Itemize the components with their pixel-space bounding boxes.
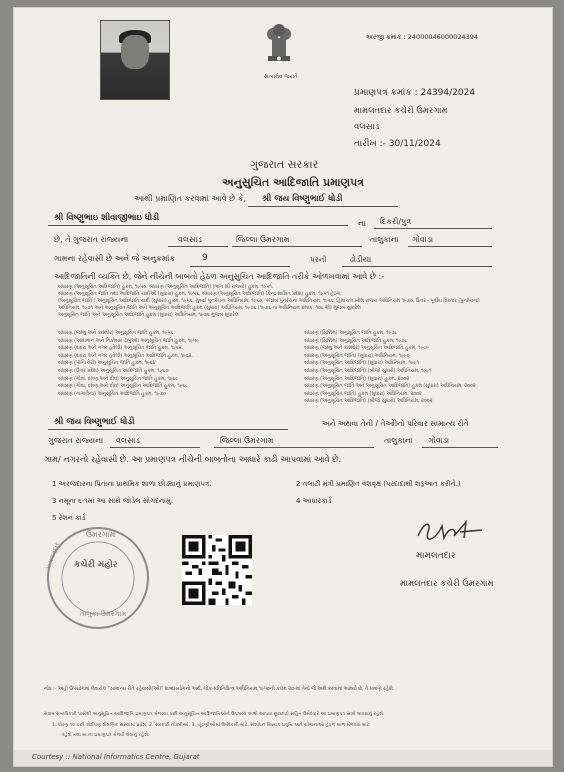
basis-item: 2 તલાટી મંત્રી પ્રમાણિત વંશવૃક્ષ (પરદાદાથી શરૂઆત કરીને.) [296,480,461,488]
taluka: ગોવાડા [412,235,434,244]
act-item: બંધારણ (અનુસૂચિત આદિજાતિ) (બીજો સુધારો) અધિનિયમ, ૧૯૯૧ [304,368,432,374]
serial-number: 9 [202,253,208,263]
state-district: જિલ્લા ઉમરગામ [220,436,274,445]
applicant-name: શ્રી જય વિષ્ણુભાઈ ધોડી [262,194,343,204]
name-underline [248,205,398,207]
act-item: બંધારણ (અનુસૂચિત આદિજાતિ) (બીજો સુધારો) અધિનિયમ, ૨૦૦૨ [304,399,433,405]
father-name: શ્રી વિષ્ણુભાઇ શીવાજીભાઇ ધોડી [54,213,160,223]
act-item: બંધારણ (દાદરા અને નગર હવેલી) અનુસૂચિત જાતિ હુકમ, ૧૯૬૨. [58,346,184,352]
act-item: બંધારણ (ગોવા, દમણ અને દીવ) અનુસૂચિત જાતિ હુકમ, ૧૯૬૮ [58,376,178,382]
seal-top-text: ઉમરગામ [86,530,116,539]
act-item: બંધારણ (અનુસૂચિત જાતિ તથા આદિજાતિ યાદીઓ (સુધારા) હુકમ, ૧૯૫૬, બંધારણ (અનુસૂચિત આદિજાતિ) (કેન્દ્ર શાસિત પ્રદેશ) હુકમ, ૧૯૫૧ હેઠળ. [58,292,342,297]
act-item: બંધારણ (ગોવા, દમણ અને દીવ) અનુસૂચિત આદિજાતિ હુકમ, ૧૯૬૮ [58,384,188,390]
act-item: બંધારણ (નાગાલેન્ડ) અનુસૂચિત આદિજાતિ હુકમ, ૧૯૭૦ [58,391,166,397]
signatory-title: મામલતદાર [416,551,456,561]
act-item: બંધારણ (અનુસૂચિત આદિજાતિ) (સુધારા) હુકમ, ૨૦૦૨ [304,376,410,382]
basis-item: 1 અરજદારના પિતાના પ્રાથમિક શાળા છોડ્યાનું પ્રમાણપત્ર. [52,480,212,488]
act-item: બંધારણ (જમ્મુ અને કાશ્મીર) અનુસૂચિત આદિજાતિ હુકમ, ૧૯૮૯ [304,346,429,352]
district-underline [232,245,362,247]
state-village-underline [110,446,200,448]
act-item: બંધારણ (અનુસૂચિત જાતિ) (સુધારા) અધિનિયમ, ૧૯૯૦ [304,353,410,359]
government-title: ગુજરાત સરકાર [250,158,319,171]
acts-top-list [58,284,528,319]
district-label: જિલ્લા ઉમરગામ [236,235,290,244]
na-label: ના [358,219,366,228]
relation-underline [374,227,492,229]
signature-mark [414,516,488,546]
tribe-notified-text: આદિજાતિની વ્યક્તિ છે, જેને નીચેની બાબતો હેઠળ અનુસુચિત આદિજાતિ તરીકે ઓળખવામાં આવે છે :- [54,272,385,281]
seal-bottom-text: તાલુકા ઉમરગામ [80,610,127,618]
act-item: બંધારણ (પૉન્ડિચેરી) અનુસૂચિત જાતિ હુકમ, ૧૯૬૪ [58,361,156,367]
state-district-underline [214,446,374,448]
seal-left-text: મામલતદાર [44,541,62,571]
serial-text: ગામના રહેવાસી છે અને જે અનુક્રમાંક [54,254,176,263]
emblem-caption: સત્યમેવ જયતે [264,74,298,80]
note-1: નોંધ :- અહીં ઉપયોગમાં લેવાયેલ "સામાન્ય રીતે રહેવાસી(ઓ)" શબ્દપ્રયોગનો અર્થ, લોક-પ્રતિનિધિત્વ અધિનિયમ,૧૯૫૦ની કલમ ૨૦-માં તેનો જે અર્થ કરવામાં આવ્યો છે, તે પ્રમાણે રહેશે. [44,687,395,692]
basis-item: 3 નમૂના ૬-૧માં આ સાથે જોડેલ સોગંદનામું. [52,497,174,505]
certificate-title: અનુસુચિત આદિજાતિ પ્રમાણપત્ર [222,176,365,189]
state-village: વલસાડ [116,436,140,445]
acts-right-list [304,330,504,406]
certificate-number: પ્રમાણપત્ર ક્રમાંક : 24394/2024 [354,88,476,98]
state-taluka-underline [422,446,498,448]
issuing-office: મામલતદાર કચેરી ઉમરગામ [354,106,448,116]
tribe-label: પરની [310,255,327,264]
holder-underline [48,428,288,430]
taluka-label: તાલુકાના [370,235,399,244]
village-underline [168,245,228,247]
signatory-office: મામલતદાર કચેરી ઉમરગામ [400,579,494,589]
act-item: બંધારણ (આંદામાન અને નિકોબાર ટાપુઓ) અનુસૂચિત જાતિ હુકમ, ૧૯૫૯ [58,338,199,344]
note-3: 1. ધોરણ ૧૦ પછી કોઈપણ શૈક્ષણિક સંસ્થામાં પ્રવેશ, 2. સરકારી નોકરીઓ, 3. ચૂંટણીઓમાં ઉમેદવારી માટે, સંશોધન વિષયક પ્રવૃત્તિ અને યોજનાઓ હેઠળ લાભ મેળવવા માટે [52,723,370,728]
state-text: છે, તે ગુજરાત રાજ્યના [54,235,129,244]
holder-name: શ્રી જય વિષ્ણુભાઈ ધોડી [54,417,135,427]
act-item: બંધારણ (અનુસૂચિત આદિજાતિ) (સુધારા) અધિનિયમ, ૧૯૯૧ [304,361,419,367]
act-item: (અનુસૂચિત જાતિ / અનુસૂચિત આદિજાતિ યાદી (સુધારા) હુકમ, ૧૯૫૬, મુંબઈ પુનર્રચના અધિનિયમ, ૧૯૬૦, પંજાબ પુનર્રચના અધિનિયમ, ૧૯૬૬, હિમાચલ પ્રદેશ રાજ્ય અધિનિયમ ૧૯૭૦, ઉત્તર - પૂર્વીય વિસ્તાર (પુનર્રચના) [58,299,480,304]
basis-item: 5 રેશન કાર્ડ [52,514,86,522]
certify-text: આથી પ્રમાણિત કરવામાં આવે છે કે, [134,194,247,203]
acts-left-list [58,330,278,398]
relation: દિકરી/પુત્ર [380,217,412,226]
father-underline [48,224,348,226]
act-item: બંધારણ (અનુસૂચિત આદિજાતિ) હુકમ, ૧૯૫૦. બંધારણ (અનુસૂચિત આદિજાતિ) (ભાગ સી રાજ્યો) હુકમ, ૧૯૫૧. [58,285,274,290]
state-text-2: ગુજરાત રાજ્યના [48,436,104,445]
certificate-sheet [14,8,552,766]
note-2: સક્ષમ સત્તાધિકારી પાસેથી અનુસૂચિત આદિજાતિ પ્રમાણપત્ર મેળવ્યા પછી અનુસૂચિત આદિજાતિઓને ઉપલબ્ધ લાભો આપવા છૂટછાટો સહિત ઉમેદવારે આ પ્રમાણપત્ર સાથે લાવવાનું રહેશે. [44,712,385,717]
issuing-district: વલસાડ [354,122,380,132]
act-item: બંધારણ (અનુસૂચિત જાતિ) હુકમ (સુધારા) અધિનિયમ, ૨૦૦૨ [304,391,422,397]
act-item: બંધારણ (જમ્મુ અને કાશ્મીર) અનુસૂચિત જાતિ હુકમ, ૧૯૫૬. [58,331,175,336]
act-item: અધિનિયમ, ૧૯૭૧ અને અનુસૂચિત જાતિ અને અનુસૂચિત આદિજાતિ હુકમ (સુધારા) અધિનિયમ, ૧૯૭૬ (૧૯૭૬ ના અધિનિયમ ક્રમાંક: ૧૦૮ થી) મુજબ સુધારેલ [58,306,361,311]
and-or-text: અને અથવા તેની / તેઓીનો પરિવાર સામાન્ય રીતે [322,419,469,428]
seal-middle-text: કચેરી મહોર [74,560,118,570]
act-item: બંધારણ (સિક્કિમ) અનુસૂચિત જાતિ હુકમ, ૧૯૭૮ [304,331,398,336]
act-item: બંધારણ (અનુસૂચિત જાતિ અને અનુસૂચિત આદિજાતિ) હુકમ (સુધારા) અધિનિયમ, ૨૦૦૨ [304,384,476,390]
state-taluka-label: તાલુકાના [384,436,413,445]
issue-date: તારીખ :- 30/11/2024 [354,139,441,149]
tribe-name: ઢોડીયા [350,255,372,264]
taluka-underline [408,245,492,247]
act-item: બંધારણ (ઉત્તર પ્રદેશ) અનુસૂચિત આદિજાતિ હુકમ, ૧૯૬૭ [58,368,169,374]
application-number: અરજી ક્રમાંક : 24000046000024394 [366,33,478,41]
qr-code[interactable] [182,535,252,605]
note-4: રહેશે તથા મા.ના પ્રમાણપત્ર મેળવી લેવાનું રહેશે. [62,733,150,738]
act-item: બંધારણ (દાદરા અને નગર હવેલી) અનુસૂચિત આદિજાતિ હુકમ, ૧૯૬૨. [58,353,193,359]
act-item: અનુસૂચિત જાતિ અને અનુસૂચિત આદિજાતિ હુકમ (સુધારા) અધિનિયમ, ૧૯૭૬ મુજબ સુધારેલ [58,313,239,318]
state-taluka: ગોવાડા [428,436,450,445]
applicant-photo [100,20,170,100]
act-item: બંધારણ (સિક્કિમ) અનુસૂચિત આદિજાતિ હુકમ, ૧૯૭૮ [304,338,408,344]
tribe-underline [342,265,492,267]
serial-underline [190,265,290,267]
residence-text: ગામ/ નગરનો રહેવાસી છે. આ પ્રમાણપત્ર નીચેની બાબતોના આધારે કાઢી આપવામાં આવે છે. [44,454,342,464]
basis-item: 4 આધારકાર્ડ [296,497,332,505]
village: વલસાડ [178,235,202,244]
courtesy-text: Courtesy :: National Informatics Centre, Gujarat [32,753,200,761]
state-emblem-icon [260,20,298,72]
